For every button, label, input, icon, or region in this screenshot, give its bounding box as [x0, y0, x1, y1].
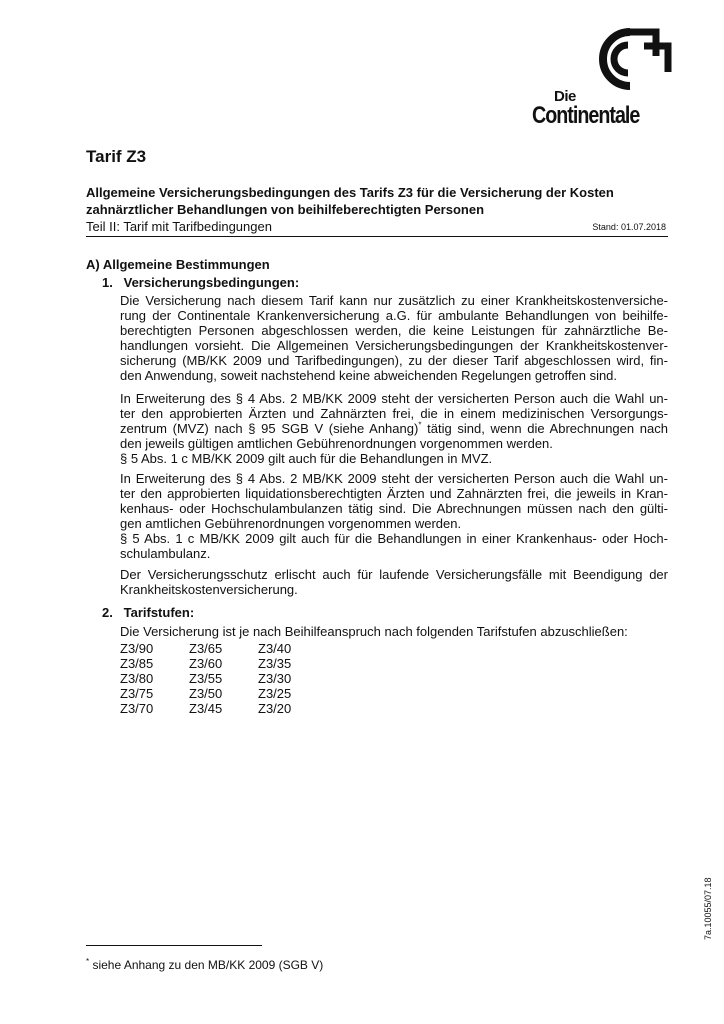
item-title: Tarifstufen: — [123, 605, 195, 620]
tarifstufen-row — [120, 641, 327, 656]
logo-text-die: Die — [554, 88, 576, 105]
document-subtitle — [86, 184, 676, 218]
tarifstufen-row — [120, 671, 327, 686]
tarifstufe-cell: Z3/80 — [120, 671, 154, 686]
part-label: Teil II: Tarif mit Tarifbedingungen — [86, 219, 272, 234]
text-line: rung der Continentale Krankenversicherung a.G. für ambulante Behandlungen von beihilfe- — [120, 308, 668, 323]
logo-text-continentale: Continentale — [532, 102, 640, 129]
footnote-mark: * — [418, 420, 422, 430]
paragraph-tarifstufen-intro — [120, 624, 668, 639]
tarifstufe-cell: Z3/30 — [258, 671, 292, 686]
page-title: Tarif Z3 — [86, 147, 147, 166]
continentale-emblem-icon — [572, 26, 682, 92]
tarifstufen-row — [120, 656, 327, 671]
text-line-with-footnote — [120, 421, 668, 436]
paragraph-ambulanzen — [120, 471, 668, 561]
item-number: 2. — [102, 605, 113, 620]
tarifstufe-cell: Z3/50 — [189, 686, 223, 701]
text-line: ter den approbierten Ärzten und Zahnärzten frei, die in einem medizinischen Versorgungs- — [120, 406, 668, 421]
item-heading-versicherungsbedingungen — [102, 275, 299, 290]
tarifstufe-cell: Z3/85 — [120, 656, 154, 671]
item-heading-tarifstufen — [102, 605, 194, 620]
text-segment: zentrum (MVZ) nach § 95 SGB V (siehe Anhang) — [120, 421, 419, 436]
paragraph-mvz — [120, 391, 668, 466]
tarifstufe-cell: Z3/40 — [258, 641, 292, 656]
text-line: § 5 Abs. 1 c MB/KK 2009 gilt auch für die Behandlungen in einer Krankenhaus- oder Hoch- — [120, 531, 668, 546]
section-heading: A) Allgemeine Bestimmungen — [86, 257, 270, 272]
text-line: Der Versicherungsschutz erlischt auch für laufende Versicherungsfälle mit Beendigung der — [120, 567, 668, 582]
text-line: handlungen vorsieht. Die Allgemeinen Versicherungsbedingungen der Krankheitskostenver- — [120, 338, 668, 353]
tarifstufe-cell: Z3/25 — [258, 686, 292, 701]
item-number: 1. — [102, 275, 113, 290]
tarifstufe-cell: Z3/90 — [120, 641, 154, 656]
text-line: Die Versicherung nach diesem Tarif kann nur zusätzlich zu einer Krankheitskostenversiche- — [120, 293, 668, 308]
paragraph-erloeschen — [120, 567, 668, 597]
tarifstufe-cell: Z3/45 — [189, 701, 223, 716]
text-line: berechtigten Personen abgeschlossen werden, die keine Leistungen für zahnärztliche Be- — [120, 323, 668, 338]
text-line: gen amtlichen Gebührenordnungen vorgenommen werden. — [120, 516, 462, 531]
footnote-mark: * — [86, 957, 90, 966]
text-line: kenhaus- oder Hochschulambulanzen tätig sind. Die Abrechnungen müssen nach den gülti- — [120, 501, 668, 516]
tarifstufe-cell: Z3/60 — [189, 656, 223, 671]
tarifstufe-cell: Z3/35 — [258, 656, 292, 671]
tarifstufe-cell: Z3/70 — [120, 701, 154, 716]
item-title: Versicherungsbedingungen: — [123, 275, 300, 290]
text-line: ter den approbierten liquidationsberechtigten Ärzten und Zahnärzten frei, die jeweils in Kran- — [120, 486, 668, 501]
text-line: In Erweiterung des § 4 Abs. 2 MB/KK 2009 steht der versicherten Person auch die Wahl un- — [120, 471, 668, 486]
tarifstufe-cell: Z3/55 — [189, 671, 223, 686]
footnote — [86, 958, 323, 972]
subtitle-line: Allgemeine Versicherungsbedingungen des Tarifs Z3 für die Versicherung der Kosten — [86, 185, 614, 200]
text-line: Krankheitskostenversicherung. — [120, 582, 298, 597]
footnote-divider — [86, 945, 262, 946]
stand-date: Stand: 01.07.2018 — [592, 222, 666, 232]
tarifstufen-row — [120, 701, 327, 716]
text-line: Die Versicherung ist je nach Beihilfeanspruch nach folgenden Tarifstufen abzuschließen: — [120, 624, 628, 639]
paragraph-versicherung-zusatz — [120, 293, 668, 383]
text-line: In Erweiterung des § 4 Abs. 2 MB/KK 2009 steht der versicherten Person auch die Wahl un- — [120, 391, 668, 406]
tarifstufe-cell: Z3/65 — [189, 641, 223, 656]
text-line: sicherung (MB/KK 2009 und Tarifbedingungen), zu der dieser Tarif abgeschlossen wird, fin- — [120, 353, 668, 368]
tarifstufe-cell: Z3/20 — [258, 701, 292, 716]
text-segment: tätig sind, wenn die Abrechnungen nach — [421, 421, 668, 436]
subtitle-line: zahnärztlicher Behandlungen von beihilfeberechtigten Personen — [86, 202, 485, 217]
tarifstufen-table — [120, 641, 327, 716]
text-line: schulambulanz. — [120, 546, 211, 561]
text-line: § 5 Abs. 1 c MB/KK 2009 gilt auch für die Behandlungen in MVZ. — [120, 451, 493, 466]
continentale-logo — [532, 26, 692, 136]
footnote-text: siehe Anhang zu den MB/KK 2009 (SGB V) — [89, 958, 324, 972]
tarifstufen-row — [120, 686, 327, 701]
document-number: 7a.10055/07.18 — [703, 877, 713, 940]
text-line: den jeweils gültigen amtlichen Gebührenordnungen vorgenommen werden. — [120, 436, 553, 451]
part-header-row — [86, 219, 668, 237]
tarifstufe-cell: Z3/75 — [120, 686, 154, 701]
text-line: den Anwendung, soweit nachstehend keine abweichenden Regelungen getroffen sind. — [120, 368, 618, 383]
